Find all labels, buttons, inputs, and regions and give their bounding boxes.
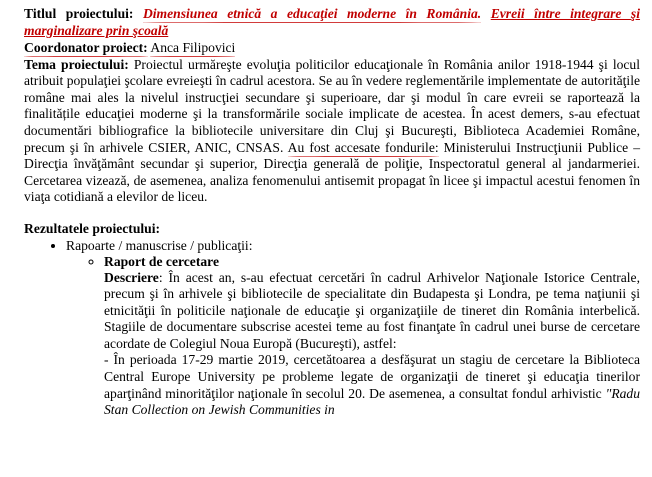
title-label: Titlul proiectului: [24,6,134,21]
title-value-part1: Dimensiunea etnică a educaţiei moderne în România. [142,6,482,21]
results-label: Rezultatele proiectului: [24,220,161,236]
theme-text: Proiectul urmăreşte evoluţia politicilor educaţionale în România anilor 1918-1944 şi locul atribuit populaţiei şcolare evreieşti în cadrul acestora. Se au în vedere reglementările implementate de autorităţile române mai ales la nivelul instrucţiei secundare şi superioare, dar şi modul în care evreii se raportează la finalitățile educaţiei moderne şi la transformările sociale implicate de acestea. În acest demers, s-au efectuat documentări bibliografice la bibliotecile universitare din Cluj şi Bucureşti, Biblioteca Academiei Române, precum şi în arhivele CSIER, ANIC, CNSAS. [24,56,640,155]
dash-paragraph [104,352,640,418]
project-title-line [24,6,640,39]
list-item [104,254,640,419]
results-list [24,238,640,419]
description-block [104,270,640,353]
title-value-part2: Evreii între integrare şi marginalizare prin şcoală [24,6,641,38]
coordinator-label: Coordonator proiect: [24,40,148,56]
dash-paragraph-text: - În perioada 17-29 martie 2019, cercetătoarea a desfăşurat un stagiu de cercetare la Biblioteca Central Europe University pe probleme legate de organizaţii de tineret şi educaţia tinerilor aparţinând minorităţilor naţionale în secolul 20. De asemenea, a consultat fondul arhivistic [104,352,640,401]
bullet-level1-text: Rapoarte / manuscrise / publicaţii: [66,237,253,253]
bullet-level2-text: Raport de cercetare [104,253,219,269]
coordinator-line [24,40,640,57]
sub-list [66,254,640,419]
list-item [66,238,640,419]
theme-paragraph [24,57,640,206]
coordinator-value: Anca Filipovici [150,40,236,56]
description-text: : În acest an, s-au efectuat cercetări în cadrul Arhivelor Naţionale Istorice Centrale, precum şi în arhivele şi bibliotecile de specialitate din Budapesta şi Londra, pe tema naţiunii şi etnicităţii în politicile naţionale de educaţie şi organizaţiile de tineret din România interbelică. Stagiile de documentare subscrise acestei teme au fost finanţate în cadrul unei burse de cercetare acordate de Colegiul Noua Europă (Bucureşti), astfel: [104,269,640,351]
funds-phrase: Au fost accesate fondurile: [287,139,439,155]
theme-label: Tema proiectului: [24,56,129,72]
funds-text: Ministerului Instrucţiunii Publice – Direcţia învăţământ secundar şi superior, Direcţia generală de poliţie, Inspectoratul general al jandarmeriei. Cercetarea vizează, de asemenea, analiza fenomenului antisemit propagat în licee şi impactul acestui fenomen în viaţa cotidiană a elevilor de liceu. [24,139,640,205]
description-label: Descriere [104,269,159,285]
archive-fund-title: "Radu Stan Collection on Jewish Communities in [104,385,641,418]
spacer [24,206,640,221]
